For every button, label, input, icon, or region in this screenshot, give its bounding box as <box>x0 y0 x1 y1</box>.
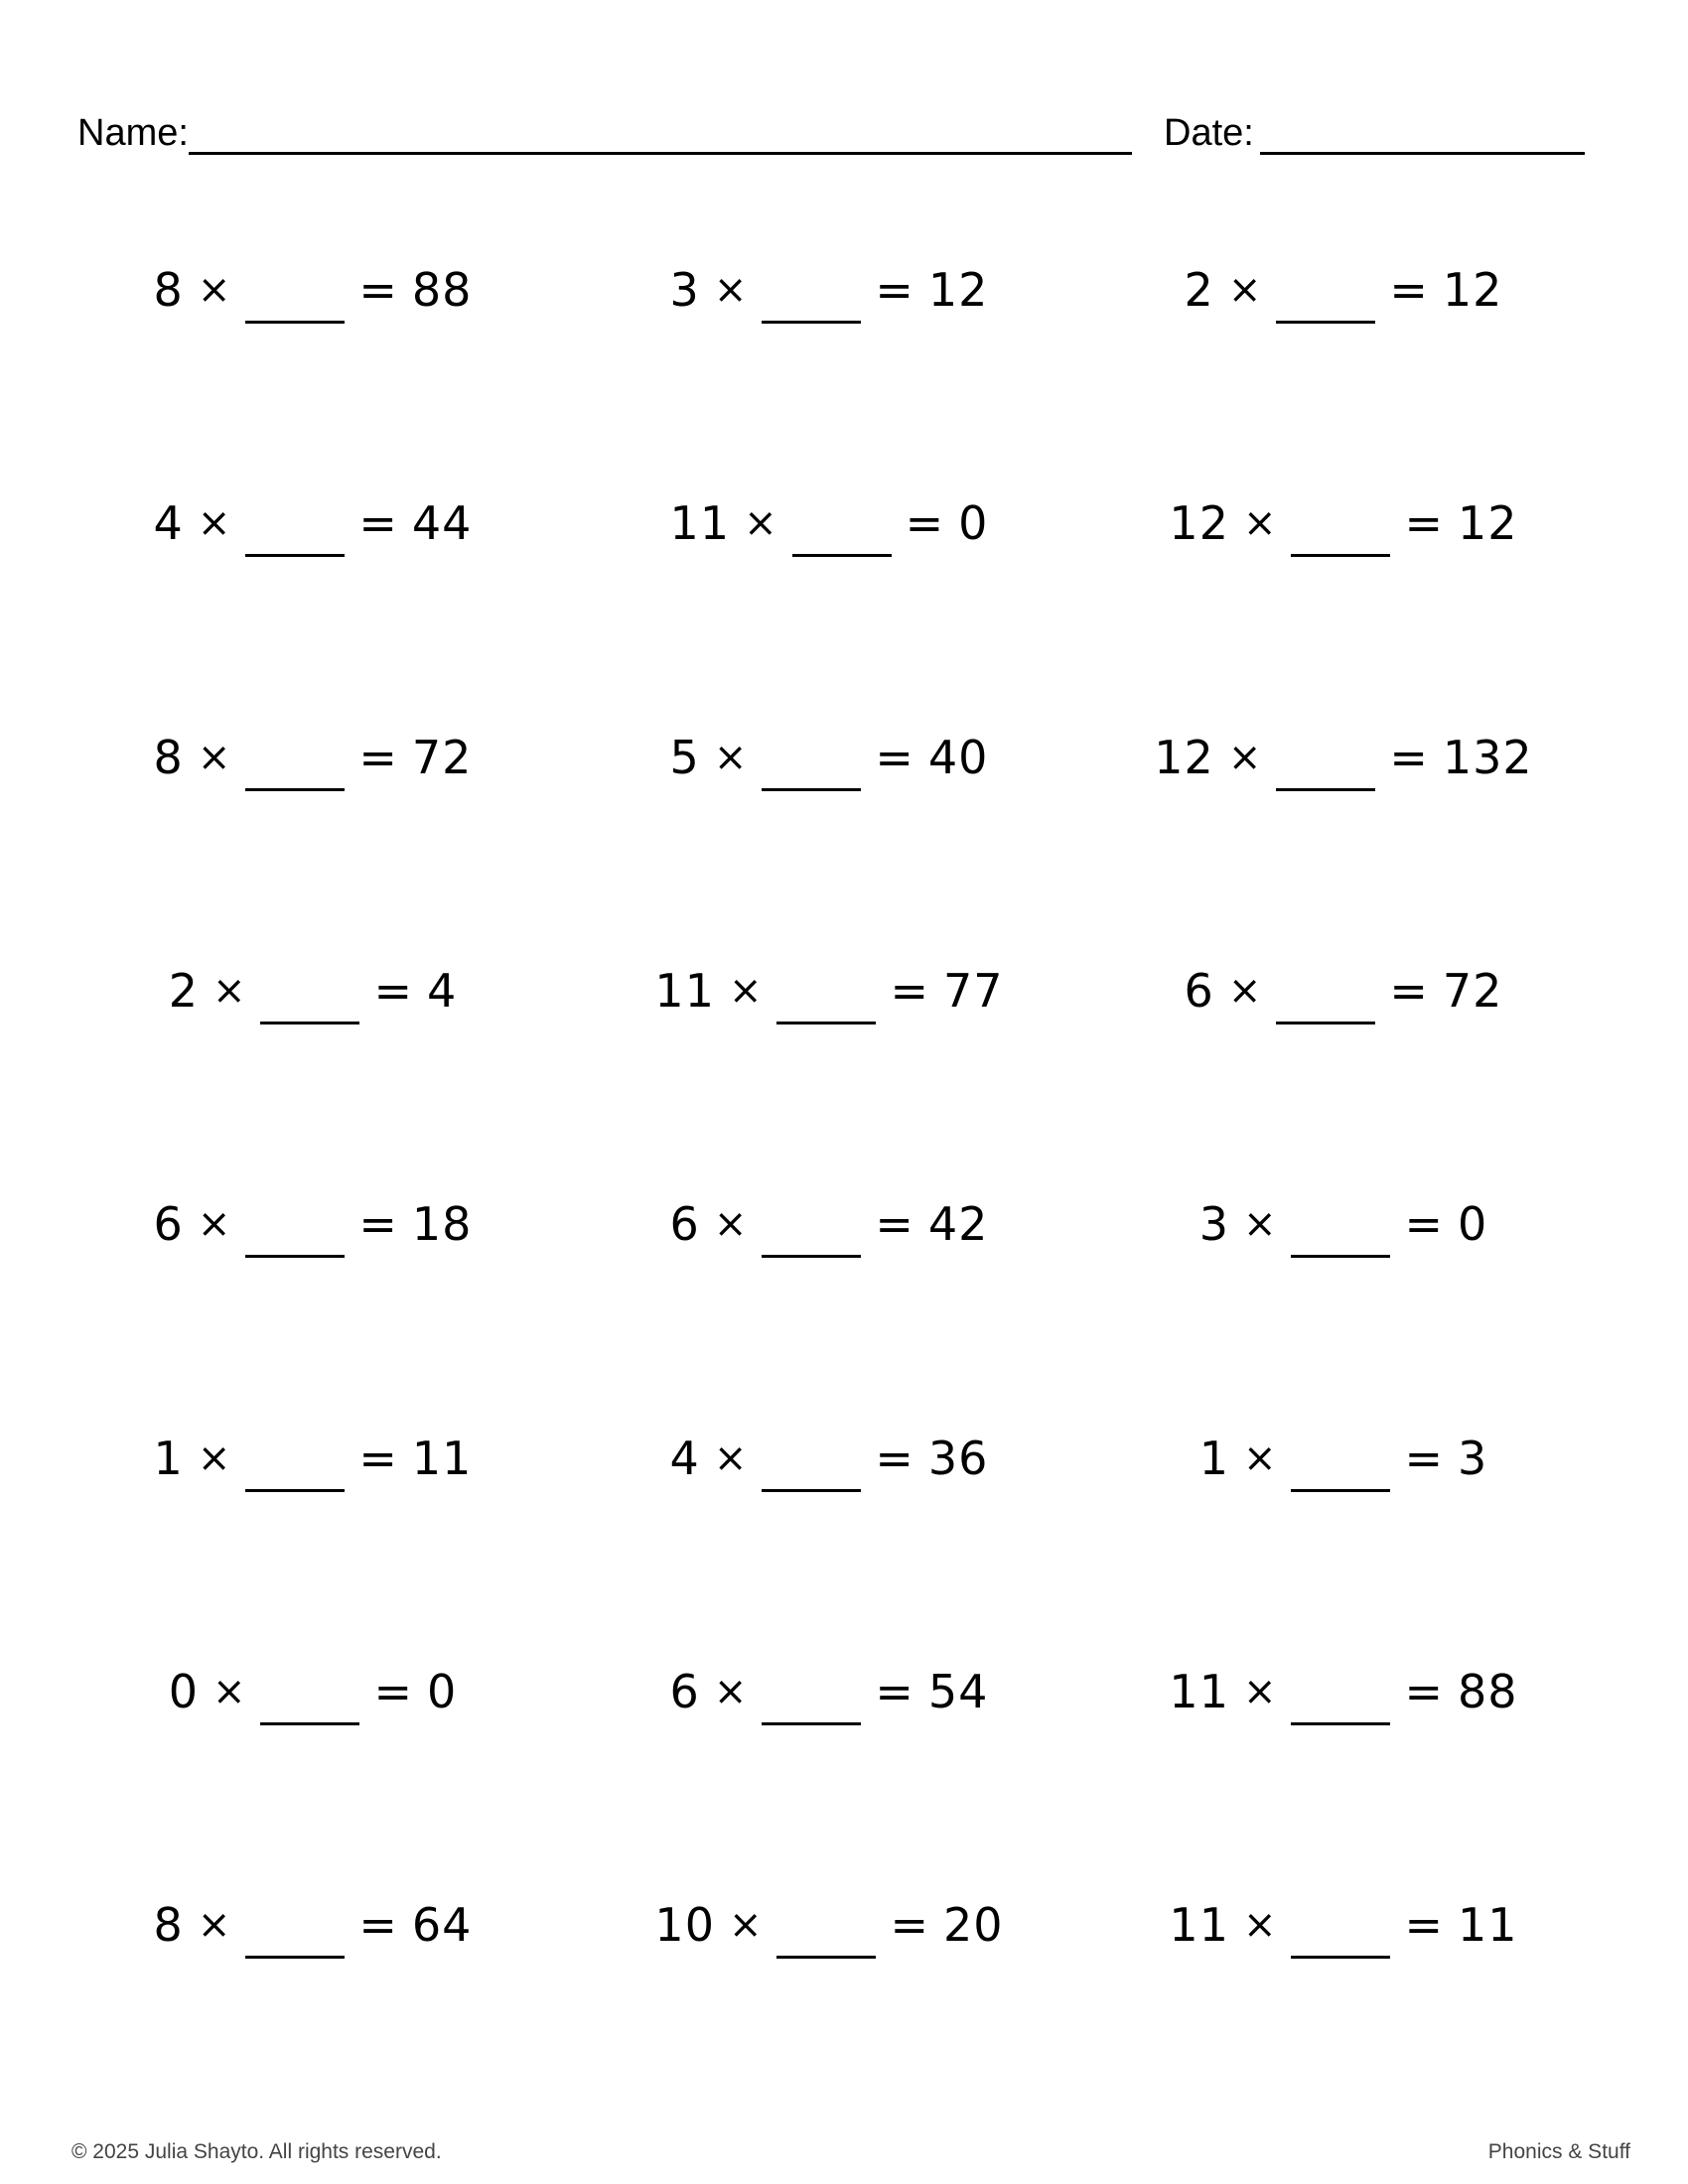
product: 72 <box>411 731 473 784</box>
equals-sign: = <box>358 1197 398 1251</box>
times-sign: × <box>728 1902 764 1948</box>
brand-text: Phonics & Stuff <box>1487 2140 1630 2163</box>
equals-sign: = <box>358 1432 398 1485</box>
times-sign: × <box>197 1435 232 1481</box>
times-sign: × <box>197 267 232 313</box>
times-sign: × <box>1242 1902 1278 1948</box>
multiplication-problem <box>55 723 571 792</box>
answer-blank[interactable] <box>1291 1444 1390 1492</box>
times-sign: × <box>1227 267 1263 313</box>
equals-sign: = <box>358 1898 398 1952</box>
times-sign: × <box>1227 968 1263 1014</box>
product: 3 <box>1458 1432 1488 1485</box>
product: 132 <box>1442 731 1533 784</box>
factor: 6 <box>669 1197 700 1251</box>
answer-blank[interactable] <box>260 977 359 1024</box>
times-sign: × <box>713 1201 749 1247</box>
product: 36 <box>927 1432 989 1485</box>
answer-blank[interactable] <box>245 1210 345 1258</box>
factor: 5 <box>669 731 700 784</box>
multiplication-problem <box>1085 723 1602 792</box>
product: 12 <box>1442 263 1503 317</box>
product: 0 <box>1458 1197 1488 1251</box>
product: 88 <box>1458 1665 1518 1718</box>
factor: 11 <box>1169 1898 1229 1952</box>
factor: 6 <box>669 1665 700 1718</box>
times-sign: × <box>1242 500 1278 546</box>
equals-sign: = <box>1389 964 1429 1018</box>
equals-sign: = <box>875 731 914 784</box>
answer-blank[interactable] <box>1291 1210 1390 1258</box>
factor: 12 <box>1169 496 1229 550</box>
factor: 4 <box>669 1432 700 1485</box>
date-label: Date: <box>1164 112 1254 154</box>
answer-blank[interactable] <box>762 1678 861 1725</box>
product: 54 <box>927 1665 989 1718</box>
product: 20 <box>943 1898 1004 1952</box>
equals-sign: = <box>875 1665 914 1718</box>
product: 40 <box>927 731 989 784</box>
answer-blank[interactable] <box>762 744 861 791</box>
multiplication-problem <box>55 255 571 325</box>
answer-blank[interactable] <box>1291 509 1390 557</box>
multiplication-problem <box>1085 255 1602 325</box>
factor: 2 <box>1184 263 1214 317</box>
product: 42 <box>927 1197 989 1251</box>
equals-sign: = <box>875 1197 914 1251</box>
equals-sign: = <box>875 1432 914 1485</box>
answer-blank[interactable] <box>776 977 876 1024</box>
multiplication-problem <box>55 1424 571 1493</box>
factor: 8 <box>153 1898 184 1952</box>
answer-blank[interactable] <box>245 744 345 791</box>
factor: 1 <box>153 1432 184 1485</box>
factor: 6 <box>153 1197 184 1251</box>
factor: 11 <box>669 496 731 550</box>
factor: 2 <box>168 964 199 1018</box>
answer-blank[interactable] <box>245 1911 345 1959</box>
product: 0 <box>427 1665 458 1718</box>
multiplication-problem <box>1085 1189 1602 1259</box>
factor: 4 <box>153 496 184 550</box>
multiplication-problem <box>571 723 1087 792</box>
times-sign: × <box>713 735 749 780</box>
times-sign: × <box>713 267 749 313</box>
equals-sign: = <box>358 496 398 550</box>
product: 11 <box>1458 1898 1518 1952</box>
answer-blank[interactable] <box>762 276 861 324</box>
multiplication-problem <box>1085 488 1602 558</box>
times-sign: × <box>197 1201 232 1247</box>
multiplication-problem <box>571 1424 1087 1493</box>
factor: 3 <box>669 263 700 317</box>
multiplication-problem <box>571 488 1087 558</box>
times-sign: × <box>744 500 778 546</box>
answer-blank[interactable] <box>792 509 892 557</box>
factor: 8 <box>153 731 184 784</box>
equals-sign: = <box>890 1898 930 1952</box>
equals-sign: = <box>1389 263 1429 317</box>
answer-blank[interactable] <box>1291 1678 1390 1725</box>
product: 64 <box>411 1898 473 1952</box>
equals-sign: = <box>890 964 930 1018</box>
equals-sign: = <box>1404 1898 1445 1952</box>
multiplication-problem <box>571 1189 1087 1259</box>
multiplication-problem <box>55 1890 571 1960</box>
equals-sign: = <box>1404 1432 1445 1485</box>
answer-blank[interactable] <box>1276 977 1375 1024</box>
times-sign: × <box>1227 735 1263 780</box>
multiplication-problem <box>1085 1890 1602 1960</box>
multiplication-problem <box>571 1890 1087 1960</box>
copyright-text: © 2025 Julia Shayto. All rights reserved. <box>71 2140 442 2163</box>
answer-blank[interactable] <box>776 1911 876 1959</box>
product: 12 <box>1458 496 1518 550</box>
answer-blank[interactable] <box>260 1678 359 1725</box>
equals-sign: = <box>905 496 945 550</box>
product: 18 <box>411 1197 473 1251</box>
product: 11 <box>411 1432 473 1485</box>
times-sign: × <box>197 500 232 546</box>
equals-sign: = <box>1389 731 1429 784</box>
product: 72 <box>1442 964 1503 1018</box>
product: 77 <box>943 964 1004 1018</box>
times-sign: × <box>211 968 247 1014</box>
multiplication-problem <box>1085 1424 1602 1493</box>
answer-blank[interactable] <box>762 1210 861 1258</box>
equals-sign: = <box>1404 1197 1445 1251</box>
product: 4 <box>427 964 458 1018</box>
factor: 11 <box>654 964 715 1018</box>
equals-sign: = <box>875 263 914 317</box>
answer-blank[interactable] <box>1276 744 1375 791</box>
times-sign: × <box>1242 1435 1278 1481</box>
times-sign: × <box>211 1669 247 1714</box>
factor: 0 <box>168 1665 199 1718</box>
multiplication-problem <box>571 956 1087 1025</box>
factor: 3 <box>1198 1197 1229 1251</box>
times-sign: × <box>1242 1669 1278 1714</box>
factor: 8 <box>153 263 184 317</box>
multiplication-problem <box>571 255 1087 325</box>
equals-sign: = <box>1404 1665 1445 1718</box>
times-sign: × <box>713 1669 749 1714</box>
multiplication-problem <box>571 1657 1087 1726</box>
answer-blank[interactable] <box>1291 1911 1390 1959</box>
factor: 6 <box>1184 964 1214 1018</box>
product: 12 <box>927 263 989 317</box>
multiplication-problem <box>55 488 571 558</box>
equals-sign: = <box>358 731 398 784</box>
factor: 12 <box>1154 731 1214 784</box>
factor: 10 <box>654 1898 715 1952</box>
equals-sign: = <box>1404 496 1445 550</box>
multiplication-problem <box>1085 1657 1602 1726</box>
multiplication-problem <box>1085 956 1602 1025</box>
multiplication-problem <box>55 1189 571 1259</box>
name-label: Name: <box>77 112 189 154</box>
equals-sign: = <box>373 1665 414 1718</box>
factor: 11 <box>1169 1665 1229 1718</box>
times-sign: × <box>1242 1201 1278 1247</box>
answer-blank[interactable] <box>1276 276 1375 324</box>
product: 44 <box>411 496 473 550</box>
answer-blank[interactable] <box>245 509 345 557</box>
times-sign: × <box>197 1902 232 1948</box>
times-sign: × <box>197 735 232 780</box>
times-sign: × <box>728 968 764 1014</box>
times-sign: × <box>713 1435 749 1481</box>
product: 0 <box>958 496 989 550</box>
equals-sign: = <box>373 964 414 1018</box>
factor: 1 <box>1198 1432 1229 1485</box>
multiplication-problem <box>55 956 571 1025</box>
answer-blank[interactable] <box>762 1444 861 1492</box>
answer-blank[interactable] <box>245 1444 345 1492</box>
multiplication-problem <box>55 1657 571 1726</box>
product: 88 <box>411 263 473 317</box>
answer-blank[interactable] <box>245 276 345 324</box>
equals-sign: = <box>358 263 398 317</box>
